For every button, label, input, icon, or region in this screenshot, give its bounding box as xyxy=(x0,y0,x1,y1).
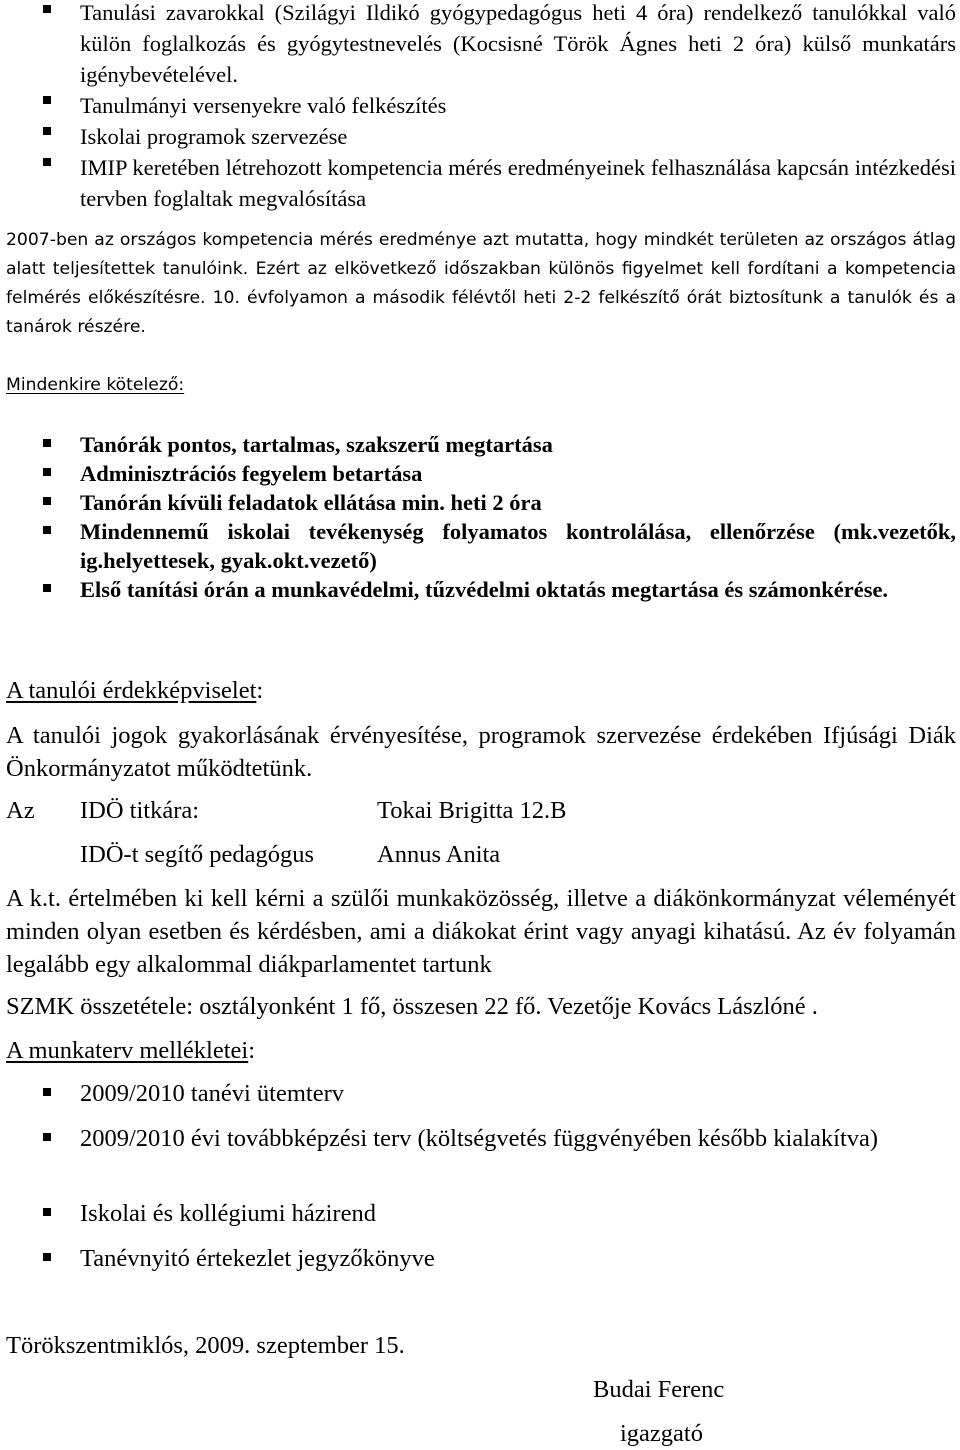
square-bullet-icon xyxy=(43,158,51,166)
square-bullet-icon xyxy=(43,1208,51,1216)
top-bullet-list xyxy=(0,0,956,214)
student-rights-paragraph: A tanulói jogok gyakorlásának érvényesítése, programok szervezése érdekében Ifjúsági Diák Önkormányzatot működtetünk. xyxy=(6,722,956,782)
square-bullet-icon xyxy=(43,526,51,534)
secretary-label: IDÖ titkára: xyxy=(80,797,200,824)
square-bullet-icon xyxy=(43,497,51,505)
list-item: Mindennemű iskolai tevékenység folyamatos kontrolálása, ellenőrzése (mk.vezetők, ig.helyettesek, gyak.okt.vezető) xyxy=(0,517,956,575)
kt-paragraph: A k.t. értelmében ki kell kérni a szülői munkaközösség, illetve a diákönkormányzat véleményét minden olyan esetben és kérdésben, ami a diákokat érint vagy anyagi kihatású. Az év folyamán legalább egy alkalommal diákparlamentet tartunk xyxy=(6,885,956,978)
list-item-text: Tanulmányi versenyekre való felkészítés xyxy=(80,93,447,118)
list-item: 2009/2010 évi továbbképzési terv (költségvetés függvényében később kialakítva) xyxy=(0,1122,956,1197)
list-item: Adminisztrációs fegyelem betartása xyxy=(0,459,956,488)
secretary-name: Tokai Brigitta 12.B xyxy=(377,797,567,824)
square-bullet-icon xyxy=(43,5,51,13)
mandatory-heading: Mindenkire kötelező: xyxy=(6,375,185,395)
szmk-paragraph: SZMK összetétele: osztályonként 1 fő, összesen 22 fő. Vezetője Kovács Lászlóné . xyxy=(6,993,818,1020)
list-item-text: Tanulási zavarokkal (Szilágyi Ildikó gyógypedagógus heti 4 óra) rendelkező tanulókkal való külön foglalkozás és gyógytestnevelés (Kocsisné Török Ágnes heti 2 óra) külső munkatárs igénybevételével. xyxy=(80,0,956,87)
square-bullet-icon xyxy=(43,584,51,592)
list-item xyxy=(0,152,956,214)
list-item xyxy=(0,121,956,152)
list-item: Iskolai és kollégiumi házirend xyxy=(0,1197,956,1242)
list-item: Tanórák pontos, tartalmas, szakszerű megtartása xyxy=(0,430,956,459)
signer-title: igazgató xyxy=(620,1420,703,1447)
square-bullet-icon xyxy=(43,1253,51,1261)
square-bullet-icon xyxy=(43,96,51,104)
ido-helper-row xyxy=(0,838,960,871)
square-bullet-icon xyxy=(43,1133,51,1141)
square-bullet-icon xyxy=(43,468,51,476)
list-item-text: Iskolai programok szervezése xyxy=(80,124,348,149)
square-bullet-icon xyxy=(43,127,51,135)
list-item: Első tanítási órán a munkavédelmi, tűzvédelmi oktatás megtartása és számonkérése. xyxy=(0,575,956,604)
student-representation-heading: A tanulói érdekképviselet: xyxy=(6,677,264,704)
list-item-text: IMIP keretében létrehozott kompetencia mérés eredményeinek felhasználása kapcsán intézkedési tervben foglaltak megvalósítása xyxy=(80,155,956,211)
helper-name: Annus Anita xyxy=(377,841,501,868)
list-item xyxy=(0,0,956,90)
ido-secretary-row xyxy=(0,794,960,827)
list-item: Tanórán kívüli feladatok ellátása min. heti 2 óra xyxy=(0,488,956,517)
helper-label: IDÖ-t segítő pedagógus xyxy=(80,841,315,868)
mandatory-list xyxy=(0,430,956,604)
square-bullet-icon xyxy=(43,1088,51,1096)
place-date: Törökszentmiklós, 2009. szeptember 15. xyxy=(6,1332,405,1359)
competency-paragraph: 2007-ben az országos kompetencia mérés eredménye azt mutatta, hogy mindkét területen az országos átlag alatt teljesítettek tanulóink. Ezért az elkövetkező időszakban különös figyelmet kell fordítani a kompetencia felmérés előkészítésre. 10. évfolyamon a második félévtől heti 2-2 felkészítő órát biztosítunk a tanulók és a tanárok részére. xyxy=(6,230,956,337)
list-item: Tanévnyitó értekezlet jegyzőkönyve xyxy=(0,1242,956,1275)
signer-name: Budai Ferenc xyxy=(593,1376,725,1403)
az-label: Az xyxy=(6,797,35,824)
list-item: 2009/2010 tanévi ütemterv xyxy=(0,1077,956,1122)
attachments-heading: A munkaterv mellékletei: xyxy=(6,1037,256,1064)
list-item xyxy=(0,90,956,121)
attachments-list xyxy=(0,1077,956,1275)
square-bullet-icon xyxy=(43,439,51,447)
